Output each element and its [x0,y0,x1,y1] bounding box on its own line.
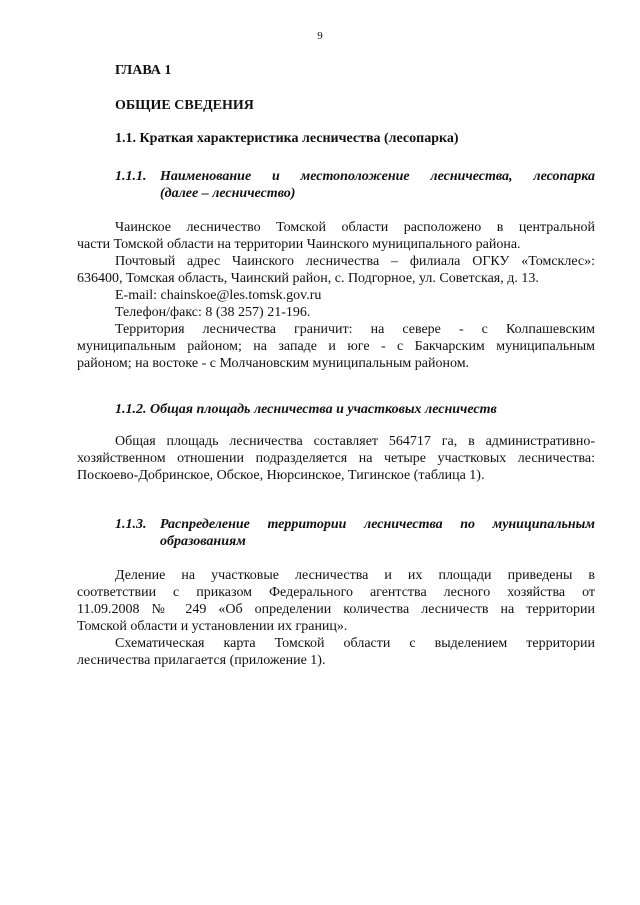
text-line: Поскоево-Добринское, Обское, Нюрсинское, Тигинское (таблица 1). [77,468,485,483]
text-line: Общая площадь лесничества составляет 564717 га, в административно- [115,434,595,449]
phone-line: Телефон/факс: 8 (38 257) 21-196. [115,305,311,320]
text-line: 636400, Томская область, Чаинский район, с. Подгорное, ул. Советская, д. 13. [77,271,539,286]
text-line: муниципальным районом; на западе и юге - с Бакчарским муниципальным [77,339,595,354]
text-line: соответствии с приказом Федерального агентства лесного хозяйства от [77,585,595,600]
text-line: районом; на востоке - с Молчановским муниципальным районом. [77,356,470,371]
text-line: Томской области и установлении их границ». [77,619,348,634]
section-heading-1-1: 1.1. Краткая характеристика лесничества (лесопарка) [115,131,459,146]
chapter-title: ОБЩИЕ СВЕДЕНИЯ [115,98,254,113]
subsection-heading-1-1-1 [115,168,595,202]
text-line: 11.09.2008 № 249 «Об определении количества лесничеств на территории [77,602,595,617]
text-line: Почтовый адрес Чаинского лесничества – филиала ОГКУ «Томсклес»: [115,254,595,269]
text-line: Чаинское лесничество Томской области расположено в центральной [115,220,595,235]
subsection-number: 1.1.1. [115,169,147,184]
text-line: лесничества прилагается (приложение 1). [77,653,326,668]
paragraph-area [77,433,595,484]
subsection-title-line: Наименование и местоположение лесничества, лесопарка [160,169,595,184]
page-number: 9 [317,30,323,42]
subsection-heading-1-1-2: 1.1.2. Общая площадь лесничества и участковых лесничеств [115,402,497,417]
email-line: E-mail: chainskoe@les.tomsk.gov.ru [115,288,322,303]
paragraph-location [77,219,595,372]
paragraph-distribution [77,567,595,669]
text-line: Территория лесничества граничит: на севере - с Колпашевским [115,322,595,337]
text-line: части Томской области на территории Чаинского муниципального района. [77,237,521,252]
chapter-label: ГЛАВА 1 [115,63,172,78]
text-line: хозяйственном отношении подразделяется на четыре участковых лесничества: [77,451,595,466]
text-line: Схематическая карта Томской области с выделением территории [115,636,595,651]
subsection-title-line: Распределение территории лесничества по муниципальным [160,517,595,532]
subsection-number: 1.1.3. [115,517,147,532]
subsection-heading-1-1-3 [115,516,595,550]
text-line: Деление на участковые лесничества и их площади приведены в [115,568,595,583]
subsection-title-line: образованиям [160,534,246,549]
subsection-title-line: (далее – лесничество) [160,186,296,201]
